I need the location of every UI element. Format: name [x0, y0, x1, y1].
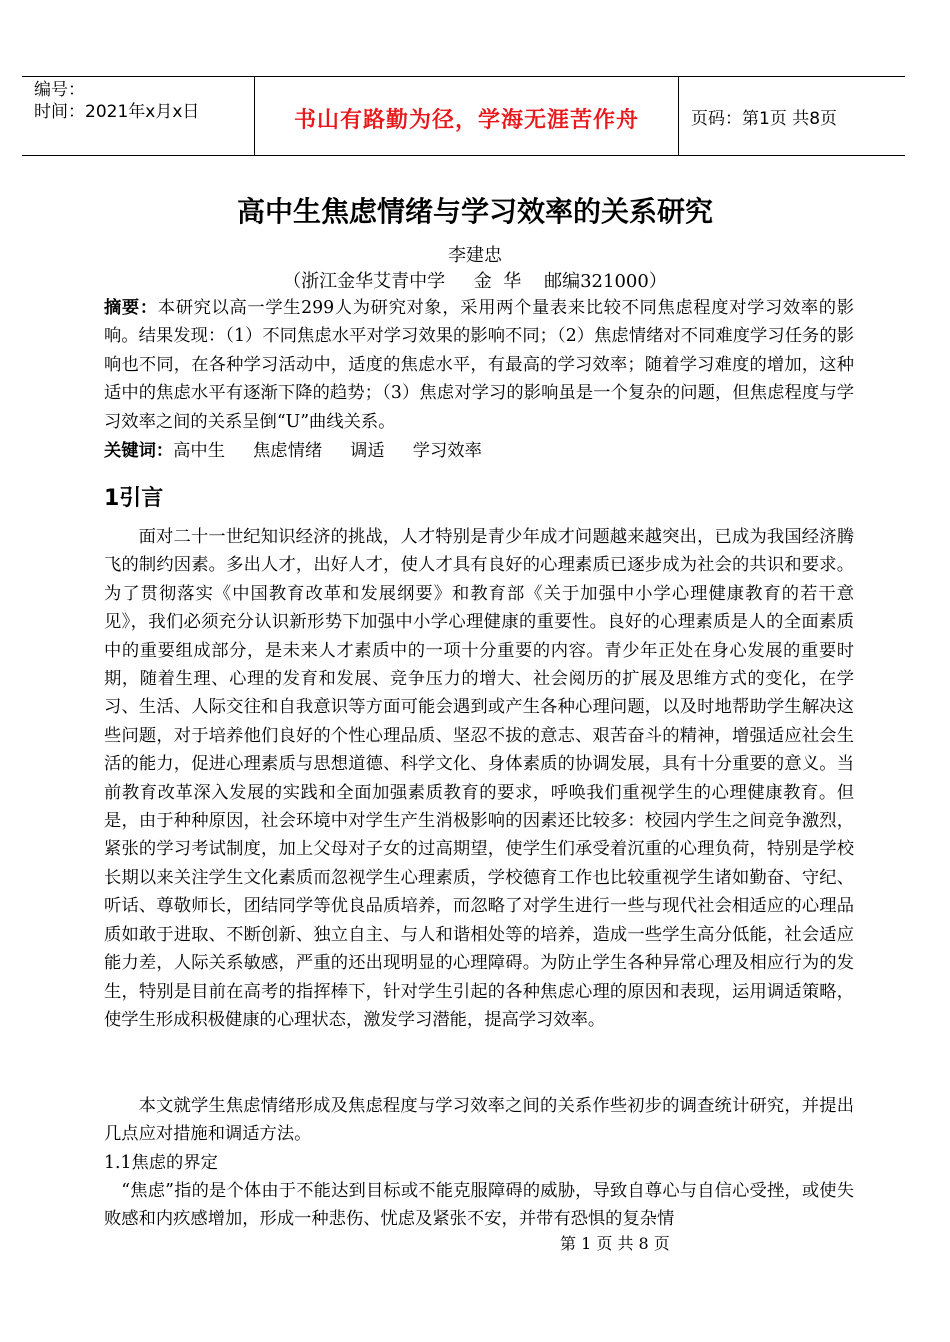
document-number-label: 编号： — [34, 80, 85, 100]
header-meta-cell — [22, 77, 254, 155]
keyword-item: 高中生 — [173, 441, 225, 461]
abstract — [104, 294, 854, 436]
abstract-label: 摘要： — [104, 298, 158, 318]
keyword-item: 学习效率 — [412, 441, 482, 461]
intro-paragraph-2: 本文就学生焦虑情绪形成及焦虑程度与学习效率之间的关系作些初步的调查统计研究，并提出几点应对措施和调适方法。 — [104, 1096, 854, 1145]
definition-paragraph: “焦虑”指的是个体由于不能达到目标或不能克服障碍的威胁，导致自尊心与自信心受挫，或使失败感和内疚感增加，形成一种悲伤、忧虑及紧张不安，并带有恐惧的复杂情 — [104, 1181, 854, 1230]
header-motto-cell — [254, 77, 679, 155]
keyword-item: 调适 — [350, 441, 385, 461]
header-motto: 书山有路勤为径，学海无涯苦作舟 — [293, 107, 639, 133]
keyword-item: 焦虑情绪 — [253, 441, 323, 461]
footer-page-number: 第 1 页 共 8 页 — [560, 1234, 670, 1253]
header-table — [22, 76, 905, 156]
keywords — [104, 437, 854, 465]
intro-paragraph-1: 面对二十一世纪知识经济的挑战，人才特别是青少年成才问题越来越突出，已成为我国经济腾飞的制约因素。多出人才，出好人才，使人才具有良好的心理素质已逐步成为社会的共识和要求。为了贯彻落实《中国教育改革和发展纲要》和教育部《关于加强中小学心理健康教育的若干意见》，我们必须充分认识新形势下加强中小学心理健康的重要性。良好的心理素质是人的全面素质中的重要组成部分，是未来人才素质中的一项十分重要的内容。青少年正处在身心发展的重要时期，随着生理、心理的发育和发展、竞争压力的增大、社会阅历的扩展及思维方式的变化，在学习、生活、人际交往和自我意识等方面可能会遇到或产生各种心理问题，以及时地帮助学生解决这些问题，对于培养他们良好的个性心理品质、坚忍不拔的意志、艰苦奋斗的精神，增强适应社会生活的能力，促进心理素质与思想道德、科学文化、身体素质的协调发展，具有十分重要的意义。当前教育改革深入发展的实践和全面加强素质教育的要求，呼唤我们重视学生的心理健康教育。但是，由于种种原因，社会环境中对学生产生消极影响的因素还比较多：校园内学生之间竞争激烈，紧张的学习考试制度，加上父母对子女的过高期望，使学生们承受着沉重的心理负荷，特别是学校长期以来关注学生文化素质而忽视学生心理素质，学校德育工作也比较重视学生诸如勤奋、守纪、听话、尊敬师长，团结同学等优良品质培养，而忽略了对学生进行一些与现代社会相适应的心理品质如敢于进取、不断创新、独立自主、与人和谐相处等的培养，造成一些学生高分低能，社会适应能力差，人际关系敏感，严重的还出现明显的心理障碍。为防止学生各种异常心理及相应行为的发生，特别是目前在高考的指挥棒下，针对学生引起的各种焦虑心理的原因和表现，运用调适策略，使学生形成积极健康的心理状态，激发学习潜能，提高学习效率。 — [104, 527, 854, 1030]
subsection-heading: 1.1焦虑的界定 — [104, 1153, 218, 1173]
header-page-info: 页码：第1页 共8页 — [691, 108, 838, 129]
abstract-text: 本研究以高一学生299人为研究对象，采用两个量表来比较不同焦虑程度对学习效率的影响。结果发现：（1）不同焦虑水平对学习效果的影响不同；（2）焦虑情绪对不同难度学习任务的影响也不同，在各种学习活动中，适度的焦虑水平，有最高的学习效率；随着学习难度的增加，这种适中的焦虑水平有逐渐下降的趋势；（3）焦虑对学习的影响虽是一个复杂的问题，但焦虑程度与学习效率之间的关系呈倒“U”曲线关系。 — [104, 298, 854, 432]
author-affiliation: （浙江金华艾青中学 金 华 邮编321000） — [283, 271, 667, 292]
keywords-label: 关键词： — [104, 441, 174, 461]
section-heading: 1引言 — [104, 486, 164, 511]
document-time-label: 时间：2021年x月x日 — [34, 102, 200, 122]
document-title: 高中生焦虑情绪与学习效率的关系研究 — [236, 195, 713, 228]
author-name: 李建忠 — [448, 245, 502, 266]
